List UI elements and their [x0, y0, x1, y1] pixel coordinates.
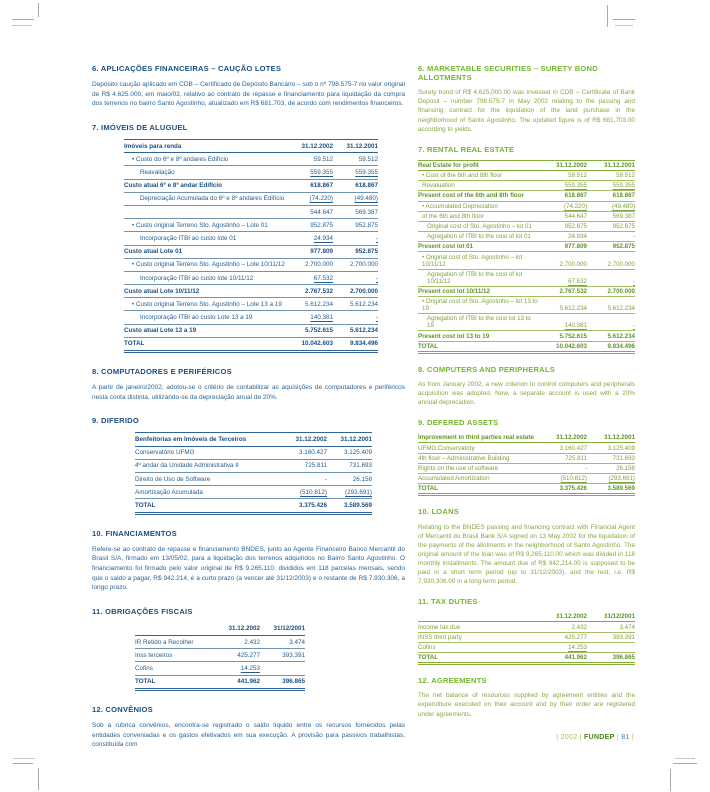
table-row [124, 324, 378, 337]
row-value [587, 642, 635, 652]
row-label: Amortização Acumulada [135, 486, 282, 499]
table-row [135, 486, 372, 499]
row-value: 618.867 [587, 191, 635, 201]
row-label: Agregation of ITBI to the cost of lot 01 [418, 232, 539, 242]
table-row [418, 474, 635, 484]
row-value: 5.752.615 [539, 331, 587, 341]
section-body-10-pt: Refere-se ao contrato de repasse e financiamento BNDES, junto ao Agente Financeiro Banco Mercantil do Brasil S/A, firmado em 13/05/02, para a liquidação dos terrenos adquiridos no Bairro Santo Agostinho. O financiamento foi firmado pelo valor original de R$ 9.265.110, divididos em 118 parcelas mensais, sendo que o saldo a pagar, R$ 942.214, é a curto prazo (a vencer até 31/12/2003) e o restante de R$ 7.930.306, a longo prazo. [92, 545, 405, 592]
row-label: • Custo original Terreno Sto. Agostinho – Lote 10/11/12 [124, 258, 288, 271]
row-value: 10.042.603 [539, 341, 587, 352]
section-heading-8-pt: 8. COMPUTADORES E PERIFÉRICOS [92, 367, 232, 377]
row-value: - [282, 473, 327, 486]
row-label: Present cost lot 10/11/12 [418, 286, 539, 296]
crop-mark [673, 763, 697, 764]
footer-separator: | [556, 734, 559, 741]
row-value: 59.512 [288, 153, 333, 166]
footer-page-number: 81 [621, 734, 630, 741]
page-footer [556, 734, 634, 741]
row-label: Reavaliação [124, 166, 288, 179]
section-heading-9-en: 9. DEFERED ASSETS [418, 418, 499, 428]
table-header-2002: 31.12.2002 [539, 612, 587, 622]
table-row [418, 286, 635, 296]
table-header-label: Benfeitorias em Imóveis de Terceiros [135, 433, 282, 446]
table-row [418, 632, 635, 642]
table-row [418, 170, 635, 180]
row-value: 5.612.234 [587, 297, 635, 314]
crop-mark [675, 758, 695, 759]
row-value: - [539, 463, 587, 473]
table-row [418, 232, 635, 242]
row-value: 9.834.496 [587, 341, 635, 352]
row-value: 618.867 [539, 191, 587, 201]
table-row [418, 252, 635, 269]
row-value: 26.158 [327, 473, 372, 486]
rental-real-estate-table-pt [124, 139, 378, 353]
table-row [124, 271, 378, 284]
row-label: Custo atual Lote 13 a 19 [124, 324, 288, 337]
row-value: 559.355 [587, 181, 635, 191]
table-row [124, 311, 378, 324]
row-label: Conservatório UFMG [135, 446, 282, 459]
row-value: 5.752.615 [288, 324, 333, 337]
table-row [418, 221, 635, 231]
row-value: (74.220) [288, 192, 333, 205]
row-value: - [333, 232, 378, 245]
row-value: 14.253 [539, 642, 587, 652]
table-row [135, 459, 372, 472]
row-value: 393.391 [587, 632, 635, 642]
row-value: 2.700.000 [333, 285, 378, 298]
row-label: Depreciação Acumulada do 6º e 8º andares Edifício [124, 192, 288, 205]
crop-mark [13, 758, 35, 759]
row-value: 731.693 [327, 459, 372, 472]
section-heading-11-en: 11. TAX DUTIES [418, 597, 478, 607]
row-value: 731.693 [587, 453, 635, 463]
row-value: 5.612.234 [333, 298, 378, 311]
row-value: 393.391 [260, 649, 305, 662]
row-label: UFMG Conservatory [418, 443, 539, 453]
row-label: IR Retido a Recolher [135, 636, 215, 649]
table-header-row [124, 140, 378, 153]
table-row [418, 242, 635, 252]
section-body-8-pt: A partir de janeiro/2002, adotou-se o critério de contabilizar as aquisições de computadores e periféricos nesta conta distinta, utilizando-se da depreciação anual de 20%. [92, 384, 405, 401]
table-header-row [135, 433, 372, 446]
table-row [418, 642, 635, 652]
column-portuguese [92, 64, 405, 754]
table-row [418, 314, 635, 331]
row-value: 59.512 [539, 170, 587, 180]
table-row [418, 484, 635, 495]
section-heading-6-en: 6. MARKETABLE SECURITIES – SURETY BOND ALLOTMENTS [418, 64, 598, 83]
section-body-8-en: As from January 2002, a new criterion to control computers and peripherals acquisition was adopted. Now, a separate account is used with a 20% annual depreciation. [418, 380, 635, 407]
row-label: Custo atual Lote 01 [124, 245, 288, 258]
crop-mark [607, 5, 608, 27]
row-label: TOTAL [135, 675, 215, 689]
row-value: - [333, 311, 378, 324]
row-value: 5.612.234 [587, 331, 635, 341]
row-value: 725.811 [539, 453, 587, 463]
tax-duties-table-pt [135, 623, 305, 691]
row-label: TOTAL [418, 653, 539, 664]
row-value: 2.700.000 [587, 252, 635, 269]
row-value: - [587, 314, 635, 331]
row-label: 4º andar da Unidade Administrativa II [135, 459, 282, 472]
row-label: • Original cost of Sto. Agostinho – lot 13 to 19 [418, 297, 539, 314]
section-heading-12-en: 12. AGREEMENTS [418, 676, 487, 686]
crop-mark [613, 19, 635, 20]
table-header-2002: 31.12.2002 [215, 623, 260, 636]
table-row [418, 269, 635, 286]
row-label: • Accumulated Depreciation [418, 201, 539, 211]
row-value: 3.474 [260, 636, 305, 649]
table-header-2001: 31.12.2001 [327, 433, 372, 446]
row-label: • Custo do 6º e 8º andares Edifício [124, 153, 288, 166]
table-row [124, 166, 378, 179]
deferred-assets-table-en [418, 433, 635, 496]
row-value: 24.934 [539, 232, 587, 242]
crop-mark [13, 763, 33, 764]
row-value: 977.809 [288, 245, 333, 258]
row-value: 24.934 [288, 232, 333, 245]
table-row [124, 337, 378, 351]
row-value: 952.875 [333, 219, 378, 232]
table-row [418, 463, 635, 473]
table-row [418, 443, 635, 453]
table-header-row [418, 160, 635, 170]
row-label: Cofins [418, 642, 539, 652]
row-value: 2.432 [539, 622, 587, 632]
table-header-2002: 31.12.2002 [539, 433, 587, 443]
section-heading-7-pt: 7. IMÓVEIS DE ALUGUEL [92, 122, 188, 132]
row-value: 559.355 [539, 181, 587, 191]
row-label: Rights on the use of software [418, 463, 539, 473]
tax-duties-table-en [418, 612, 635, 665]
row-value: 441.962 [215, 675, 260, 689]
row-label: Income tax due [418, 622, 539, 632]
table-row [124, 153, 378, 166]
table-row [418, 201, 635, 211]
section-body-6-pt: Depósito caução aplicado em CDB – Certificado de Depósito Bancário – sob o nº 798.575-7 no valor original de R$ 4.625.000, em maio/02, relativo ao contrato de repasse e financiamento para liquidação da compra dos terrenos no bairro Santo Agostinho, atualizado em R$ 681.703, de acordo com rendimentos financeiros. [92, 81, 405, 108]
row-value: 5.612.234 [288, 298, 333, 311]
section-heading-6-pt: 6. APLICAÇÕES FINANCEIRAS – CAUÇÃO LOTES [92, 64, 282, 73]
row-value: 559.355 [333, 166, 378, 179]
row-label: • Original cost of Sto. Agostinho – lot 10/11/12 [418, 252, 539, 269]
row-value: 569.387 [587, 211, 635, 221]
row-label: of the 6th and 8th floor [418, 211, 539, 221]
table-row [124, 245, 378, 258]
row-value: 425.277 [539, 632, 587, 642]
column-english [418, 64, 635, 723]
crop-mark [12, 25, 32, 26]
section-body-10-en: Relating to the BNDES passing and financing contract with Financial Agent of Mercantil do Brasil Bank S/A signed on 13 May 2002 for the liquidation of the payments of the allotments in the neighborhood of Santo Agostinho. The original amount of the loan was of R$ 9,265,110.00 which was divided in 118 monthly installments. The amount due of R$ 942,214.00 is supposed to be paid in a short term period (up to 31/12/2003), and the rest, i.e. R$ 7,930,306.00 in a long term period. [418, 523, 635, 586]
row-value: 952.875 [539, 221, 587, 231]
row-label: Present cost lot 13 to 19 [418, 331, 539, 341]
row-label: Incorporação ITBI ao custo lote 01 [124, 232, 288, 245]
row-label: • Custo original Terreno Sto. Agostinho – Lote 13 a 19 [124, 298, 288, 311]
row-value: 3.589.569 [587, 484, 635, 495]
row-value: - [587, 232, 635, 242]
table-row [135, 662, 305, 675]
table-header-row [135, 623, 305, 636]
table-header-2002: 31.12.2002 [539, 160, 587, 170]
row-label: 4th floor – Administrative Building [418, 453, 539, 463]
table-header-2001: 31.12.2001 [587, 160, 635, 170]
row-label: • Cost of the 6th and 8th floor [418, 170, 539, 180]
row-value: 10.042.603 [288, 337, 333, 351]
row-value: 140.381 [539, 314, 587, 331]
crop-mark [615, 25, 633, 26]
row-label: Cofins [135, 662, 215, 675]
row-value: 3.589.569 [327, 499, 372, 513]
row-value: 618.867 [333, 179, 378, 192]
row-label: Inss terceiros [135, 649, 215, 662]
row-value: 2.700.000 [333, 258, 378, 271]
row-value: 140.381 [288, 311, 333, 324]
row-label: Agregation of ITBI to the cost lot 13 to 19 [418, 314, 539, 331]
row-value: (510.812) [282, 486, 327, 499]
row-label: Agregation of ITBI to the cost of lot 10/11/12 [418, 269, 539, 286]
table-row [135, 636, 305, 649]
section-heading-12-pt: 12. CONVÊNIOS [92, 704, 153, 714]
rental-real-estate-table-en [418, 160, 635, 354]
row-value: 3.160.427 [539, 443, 587, 453]
row-value: 59.512 [333, 153, 378, 166]
row-value: 2.700.000 [288, 258, 333, 271]
section-heading-10-en: 10. LOANS [418, 507, 460, 517]
row-label: Present cost of the 6th and 8th floor [418, 191, 539, 201]
row-value: (293.691) [327, 486, 372, 499]
row-value: 9.834.496 [333, 337, 378, 351]
table-header-2001: 31/12/2001 [587, 612, 635, 622]
table-row [124, 179, 378, 192]
row-value: (293.691) [587, 474, 635, 484]
footer-separator: | [616, 734, 619, 741]
footer-separator: | [631, 734, 634, 741]
row-value: 441.962 [539, 653, 587, 664]
footer-organization: FUNDEP [584, 734, 615, 741]
row-value: 977.809 [539, 242, 587, 252]
crop-mark [38, 3, 39, 17]
section-heading-9-pt: 9. DIFERIDO [92, 416, 139, 426]
row-value: (74.220) [539, 201, 587, 211]
row-value: 2.432 [215, 636, 260, 649]
row-value: (49.480) [333, 192, 378, 205]
row-label: Custo atual Lote 10/11/12 [124, 285, 288, 298]
row-label: • Custo original Terreno Sto. Agostinho – Lote 01 [124, 219, 288, 232]
row-value: 3.375.426 [282, 499, 327, 513]
table-header-row [418, 612, 635, 622]
row-value: 3.375.426 [539, 484, 587, 495]
table-header-label [418, 612, 539, 622]
row-value: 5.612.234 [539, 297, 587, 314]
row-value: 5.612.234 [333, 324, 378, 337]
row-value: (49.480) [587, 201, 635, 211]
table-row [124, 192, 378, 205]
table-row [418, 622, 635, 632]
row-label: TOTAL [135, 499, 282, 513]
table-row [135, 499, 372, 513]
section-heading-8-en: 8. COMPUTERS AND PERIPHERALS [418, 364, 555, 374]
row-value: - [333, 271, 378, 284]
row-label: Direito de Uso de Software [135, 473, 282, 486]
table-header-2001: 31.12.2001 [587, 433, 635, 443]
row-value: 2.767.532 [288, 285, 333, 298]
row-value: (510.812) [539, 474, 587, 484]
table-header-2001: 31/12/2001 [260, 623, 305, 636]
row-value: 396.865 [587, 653, 635, 664]
table-header-label: Improvement in third parties real estate [418, 433, 539, 443]
row-value: 618.867 [288, 179, 333, 192]
row-value: 3.125.409 [327, 446, 372, 459]
section-body-12-pt: Sob a rubrica convênios, encontra-se registrado o saldo líquido entre os recursos fornecidos pelas entidades conveniadas e os gastos efetivados em sua execução. A provisão para passivos trabalhistas, constituída com [92, 721, 405, 749]
table-row [124, 285, 378, 298]
row-label: Custo atual 6º e 8º andar Edifício [124, 179, 288, 192]
row-value: 3.474 [587, 622, 635, 632]
table-row [418, 453, 635, 463]
row-value: 396.865 [260, 675, 305, 689]
row-value: 2.700.000 [587, 286, 635, 296]
crop-mark [12, 19, 34, 20]
section-body-6-en: Surety bond of R$ 4,625,000.00 was invested in CDB – Certificate of Bank Deposit – number 798.575-7 in May 2002 relating to the passing and financing contract for the liquidation of the land purchase in the neighborhood of Santo Agostinho. The updated figure is of R$ 681,703.00 according to yields. [418, 89, 635, 133]
row-value: 725.811 [282, 459, 327, 472]
crop-mark [38, 768, 39, 790]
table-row [418, 331, 635, 341]
table-row [124, 205, 378, 218]
row-value [260, 662, 305, 675]
section-body-12-en: The net balance of resources supplied by agreement entities and the expenditure executed on their account and by their order are registered under agreements. [418, 692, 635, 718]
row-label: INSS third party [418, 632, 539, 642]
crop-mark [670, 769, 671, 791]
table-header-label: Real Estate for profit [418, 160, 539, 170]
row-value: 544.647 [539, 211, 587, 221]
table-row [418, 341, 635, 352]
table-header-2002: 31.12.2002 [288, 140, 333, 153]
row-label: TOTAL [418, 341, 539, 352]
table-header-2002: 31.12.2002 [282, 433, 327, 446]
row-value: 569.387 [333, 205, 378, 218]
deferred-assets-table-pt [135, 432, 372, 514]
table-row [135, 675, 305, 689]
footer-year: 2002 [560, 734, 578, 741]
row-value: 14.253 [215, 662, 260, 675]
table-row [418, 653, 635, 664]
table-row [135, 649, 305, 662]
table-row [124, 258, 378, 271]
table-row [135, 473, 372, 486]
table-header-label [135, 623, 215, 636]
row-label: TOTAL [418, 484, 539, 495]
row-value: 952.875 [333, 245, 378, 258]
row-value: 3.125.409 [587, 443, 635, 453]
row-value: 952.875 [587, 221, 635, 231]
row-value: 59.512 [587, 170, 635, 180]
row-value: 559.355 [288, 166, 333, 179]
table-row [124, 298, 378, 311]
table-row [418, 191, 635, 201]
table-header-2001: 31.12.2001 [333, 140, 378, 153]
table-row [124, 232, 378, 245]
section-heading-11-pt: 11. OBRIGAÇÕES FISCAIS [92, 606, 193, 616]
row-value: - [587, 269, 635, 286]
row-value: 952.875 [587, 242, 635, 252]
row-value: 952.875 [288, 219, 333, 232]
table-row [418, 211, 635, 221]
row-value: 2.700.000 [539, 252, 587, 269]
row-label [124, 205, 288, 218]
row-label: TOTAL [124, 337, 288, 351]
row-label: Accumulated Amortization [418, 474, 539, 484]
table-row [135, 446, 372, 459]
row-value: 67.532 [539, 269, 587, 286]
row-value: 3.160.427 [282, 446, 327, 459]
row-label: Revaluation [418, 181, 539, 191]
table-row [124, 219, 378, 232]
table-header-label: Imóveis para renda [124, 140, 288, 153]
row-label: Incorporação ITBI ao custo lote 10/11/12 [124, 271, 288, 284]
row-value: 26.158 [587, 463, 635, 473]
table-row [418, 181, 635, 191]
row-value: 67.532 [288, 271, 333, 284]
row-label: Present cost lot 01 [418, 242, 539, 252]
row-label: Incorporação ITBI ao custo Lote 13 a 19 [124, 311, 288, 324]
row-value: 425.277 [215, 649, 260, 662]
row-value: 544.647 [288, 205, 333, 218]
footer-separator: | [579, 734, 582, 741]
row-value: 2.767.532 [539, 286, 587, 296]
section-heading-10-pt: 10. FINANCIAMENTOS [92, 528, 177, 538]
table-header-row [418, 433, 635, 443]
row-label: Original cost of Sto. Agostinho – lot 01 [418, 221, 539, 231]
table-row [418, 297, 635, 314]
section-heading-7-en: 7. RENTAL REAL ESTATE [418, 144, 515, 154]
